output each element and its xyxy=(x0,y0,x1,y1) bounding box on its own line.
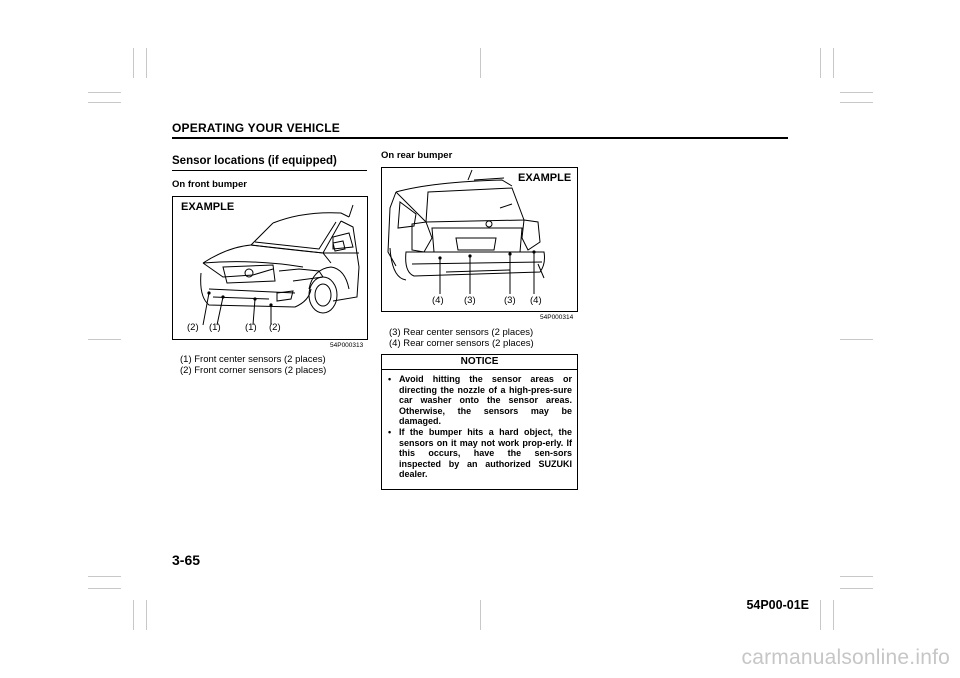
chapter-title: OPERATING YOUR VEHICLE xyxy=(172,121,340,135)
rear-legend xyxy=(389,327,534,349)
crop-mark xyxy=(820,600,821,630)
rear-car-illustration xyxy=(382,168,577,311)
callout-label: (2) xyxy=(187,322,199,333)
page-number: 3-65 xyxy=(172,552,201,568)
section-title: Sensor locations (if equipped) xyxy=(172,155,337,167)
rear-bumper-figure xyxy=(381,167,578,312)
crop-mark xyxy=(88,92,121,93)
callout-label: (3) xyxy=(504,295,516,306)
legend-item: (3) Rear center sensors (2 places) xyxy=(389,327,534,338)
front-car-illustration xyxy=(173,197,367,339)
callout-label: (2) xyxy=(269,322,281,333)
crop-mark xyxy=(833,48,834,78)
callout-label: (1) xyxy=(245,322,257,333)
example-label: EXAMPLE xyxy=(181,201,235,213)
legend-item: (1) Front center sensors (2 places) xyxy=(180,354,326,365)
front-legend xyxy=(180,354,326,376)
callout-label: (4) xyxy=(432,295,444,306)
crop-mark xyxy=(133,48,134,78)
document-code: 54P00-01E xyxy=(746,598,809,612)
legend-item: (2) Front corner sensors (2 places) xyxy=(180,365,327,376)
notice-body xyxy=(382,370,577,480)
crop-mark xyxy=(840,92,873,93)
section-rule xyxy=(172,170,367,171)
figure-code: 54P000314 xyxy=(540,314,574,321)
callout-label: (3) xyxy=(464,295,476,306)
notice-text: Avoid hitting the sensor areas or directing the nozzle of a high-pres-sure car washer onto the sensor areas. Otherwise, the sensors may be damaged. xyxy=(399,374,572,427)
callout-label: (1) xyxy=(209,322,221,333)
crop-mark xyxy=(133,600,134,630)
crop-mark xyxy=(840,102,873,103)
crop-mark xyxy=(146,48,147,78)
figure-code: 54P000313 xyxy=(330,342,364,349)
crop-mark xyxy=(88,588,121,589)
watermark: carmanualsonline.info xyxy=(741,646,950,669)
crop-mark xyxy=(480,48,481,78)
crop-mark xyxy=(88,576,121,577)
crop-mark xyxy=(840,576,873,577)
crop-mark xyxy=(480,600,481,630)
notice-title: NOTICE xyxy=(382,355,577,370)
example-label: EXAMPLE xyxy=(518,172,572,184)
notice-item xyxy=(388,374,572,427)
legend-item: (4) Rear corner sensors (2 places) xyxy=(389,338,534,349)
notice-item xyxy=(388,427,572,480)
rear-bumper-heading: On rear bumper xyxy=(381,150,453,161)
notice-box xyxy=(381,354,578,490)
crop-mark xyxy=(820,48,821,78)
crop-mark xyxy=(833,600,834,630)
bullet-icon: • xyxy=(388,426,392,437)
front-bumper-heading: On front bumper xyxy=(172,179,247,190)
crop-mark xyxy=(840,588,873,589)
bullet-icon: • xyxy=(388,374,392,384)
front-bumper-figure xyxy=(172,196,368,340)
crop-mark xyxy=(146,600,147,630)
notice-text: If the bumper hits a hard object, the sensors on it may not work prop-erly. If this occurs, have the sen-sors inspected by an authorized SUZUKI dealer. xyxy=(399,426,572,480)
crop-mark xyxy=(88,339,121,340)
callout-label: (4) xyxy=(530,295,542,306)
crop-mark xyxy=(88,102,121,103)
crop-mark xyxy=(840,339,873,340)
header-rule xyxy=(172,137,788,139)
